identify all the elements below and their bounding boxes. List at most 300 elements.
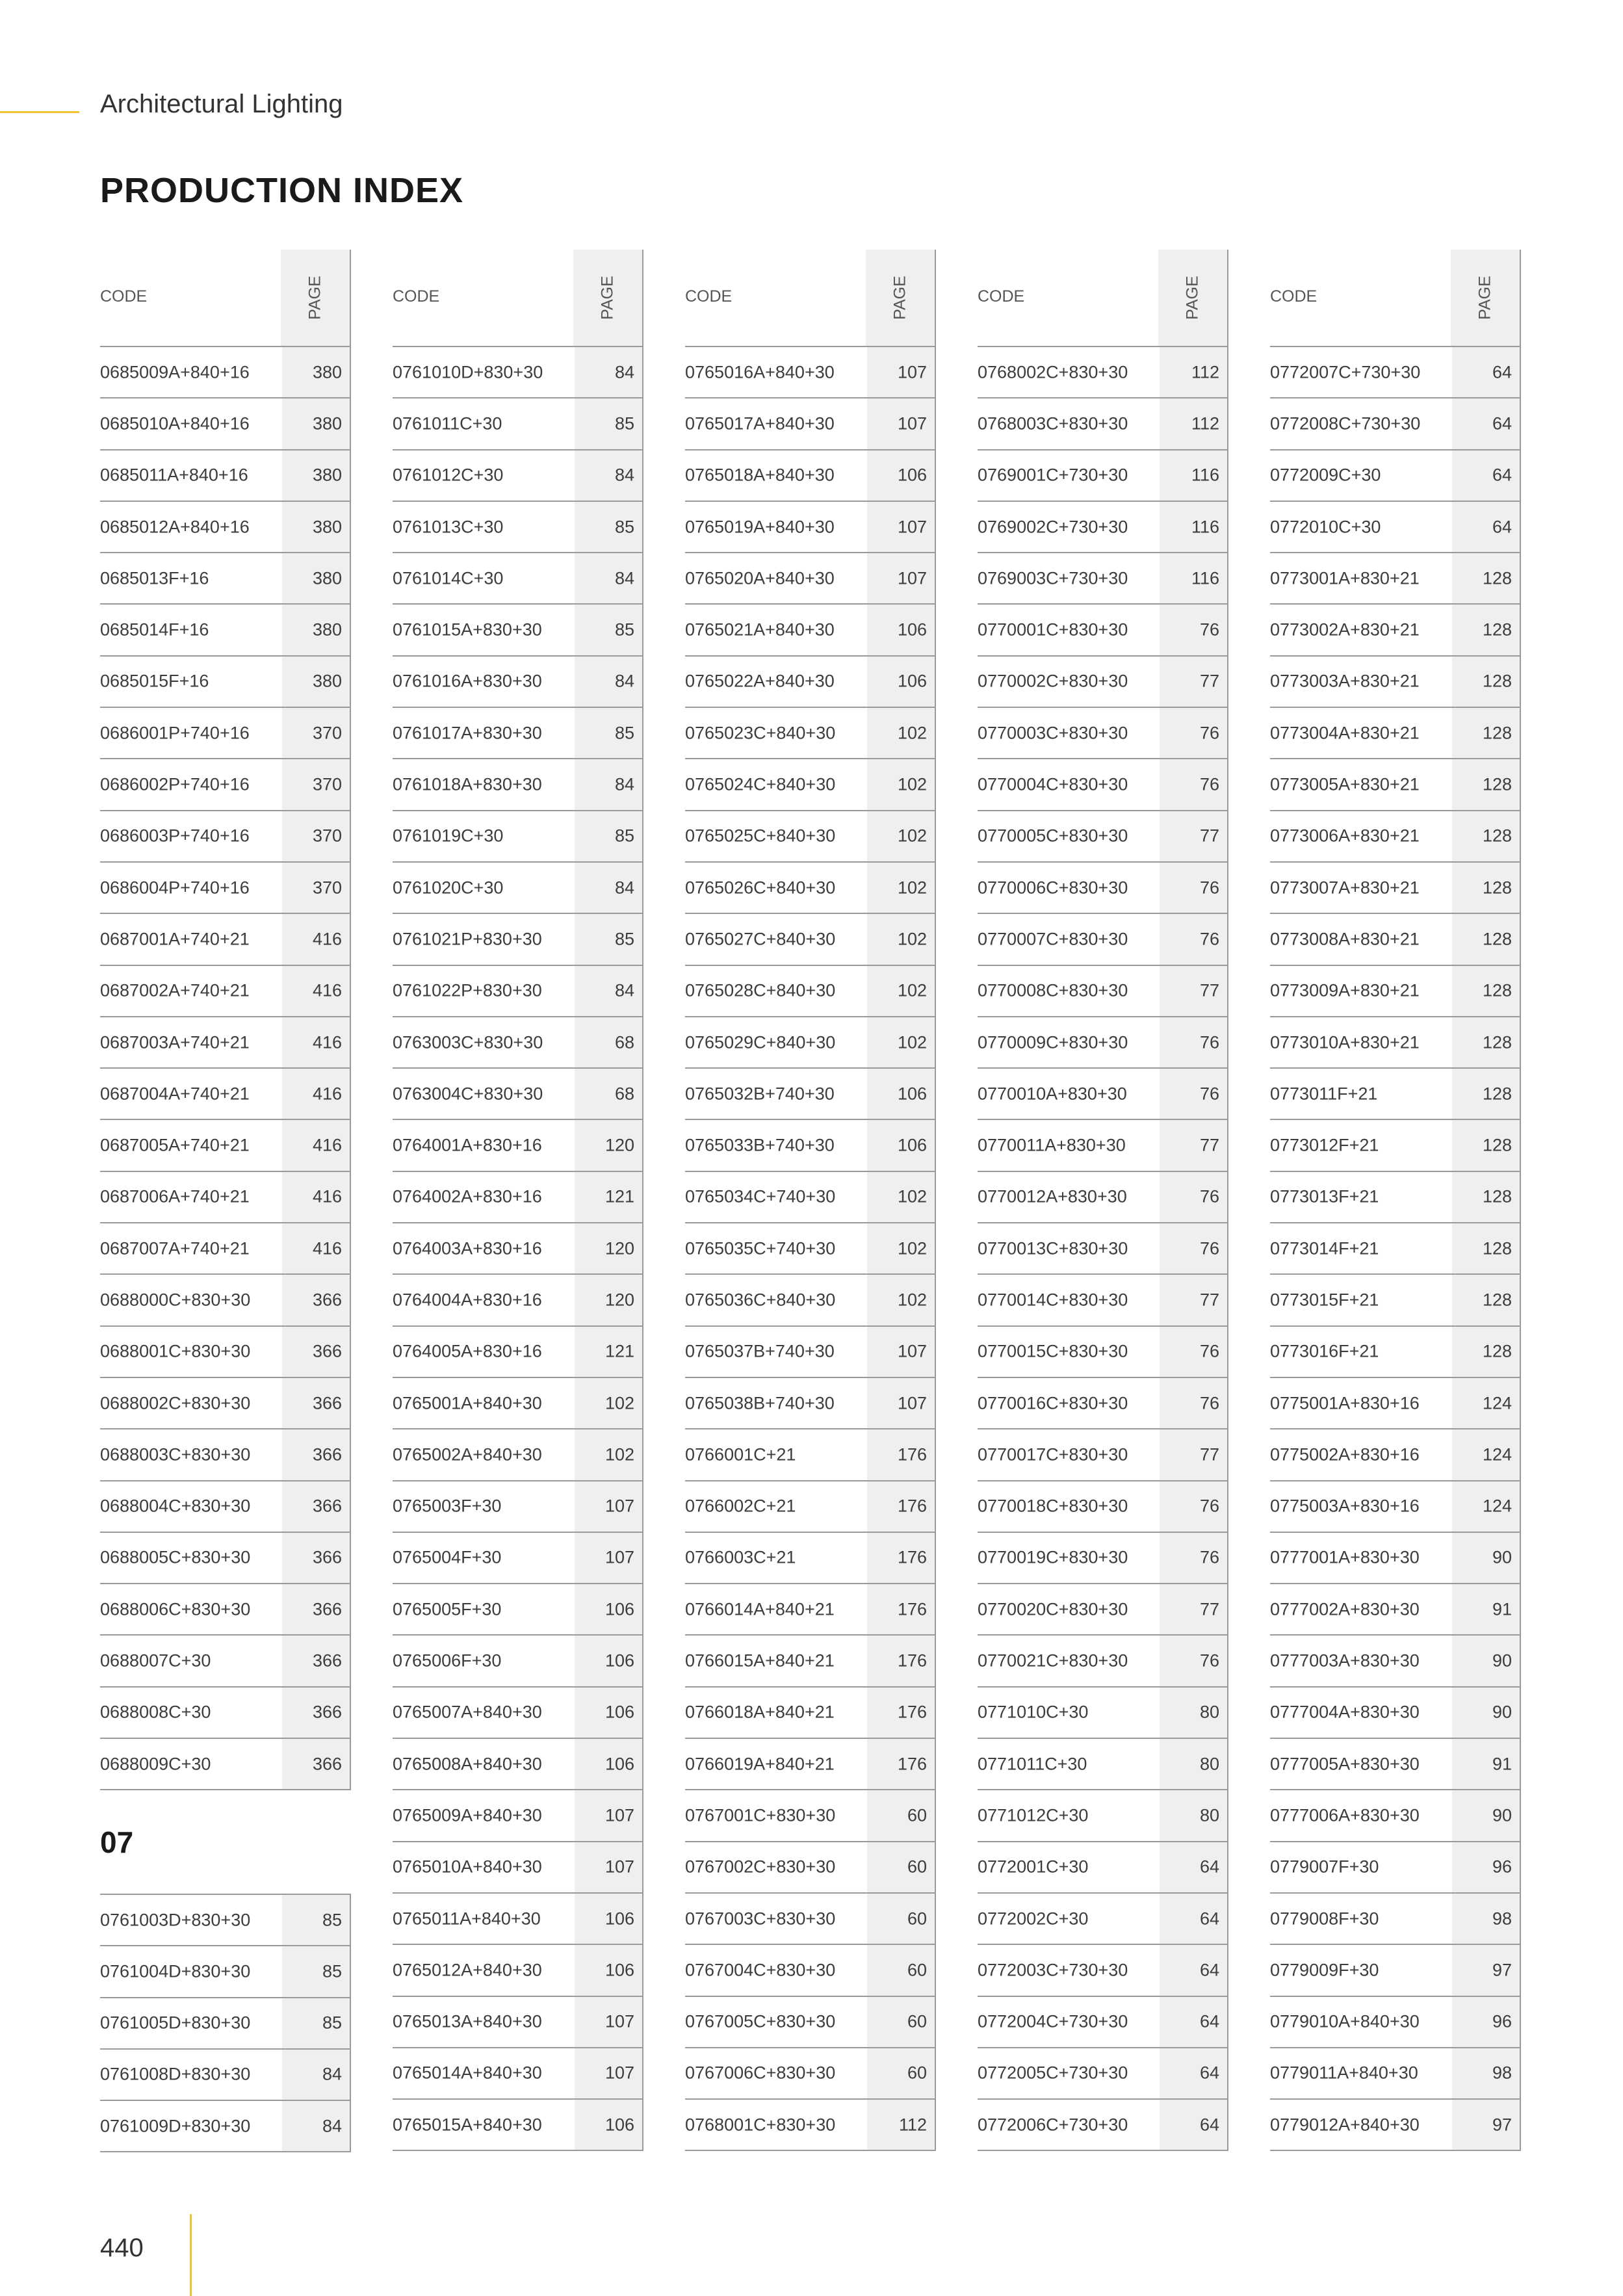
product-code: 0773008A+830+21	[1270, 929, 1420, 949]
page-ref: 102	[604, 1393, 634, 1413]
table-row	[1270, 1017, 1521, 1069]
page-header: PAGE	[305, 276, 324, 320]
page-ref: 128	[1482, 568, 1512, 588]
page-cell	[575, 347, 643, 397]
page-ref: 120	[604, 1135, 634, 1155]
product-code: 0773011F+21	[1270, 1084, 1378, 1104]
page-cell	[1452, 347, 1521, 397]
table-row	[978, 1223, 1228, 1275]
table-row	[100, 863, 351, 914]
page-cell	[1160, 1017, 1228, 1067]
product-code: 0761010D+830+30	[393, 362, 543, 382]
product-code: 0772003C+730+30	[978, 1960, 1128, 1980]
page-ref: 380	[312, 465, 342, 485]
page-ref: 76	[1199, 1032, 1219, 1052]
page-ref: 416	[312, 1186, 342, 1207]
page-ref: 121	[604, 1341, 634, 1361]
table-row	[100, 1481, 351, 1533]
table-row	[393, 347, 643, 398]
page-number: 440	[100, 2234, 144, 2262]
page-cell	[1452, 657, 1521, 707]
table-row	[1270, 1739, 1521, 1790]
table-row	[1270, 657, 1521, 708]
page-ref: 91	[1492, 1754, 1512, 1774]
page-cell	[575, 605, 643, 655]
page-cell	[867, 605, 936, 655]
page-cell	[1160, 1739, 1228, 1789]
page-ref: 84	[614, 362, 634, 382]
product-code: 0770006C+830+30	[978, 878, 1128, 898]
product-code: 0772007C+730+30	[1270, 362, 1421, 382]
page-cell	[1452, 1172, 1521, 1222]
product-code: 0685011A+840+16	[100, 465, 248, 485]
product-code: 0761005D+830+30	[100, 2013, 251, 2033]
product-code: 0770005C+830+30	[978, 826, 1128, 846]
page-ref: 107	[897, 362, 927, 382]
product-code: 0766015A+840+21	[685, 1650, 835, 1671]
product-code: 0765021A+840+30	[685, 620, 835, 640]
page-header-cell	[573, 250, 643, 346]
page-ref: 112	[1191, 413, 1219, 434]
product-code: 0765026C+840+30	[685, 878, 836, 898]
page-cell	[575, 1739, 643, 1789]
page-ref: 380	[312, 671, 342, 691]
page-cell	[1160, 1120, 1228, 1170]
table-row	[100, 1946, 351, 1998]
page-ref: 76	[1199, 774, 1219, 794]
page-ref: 107	[604, 2063, 634, 2083]
product-code: 0765023C+840+30	[685, 723, 836, 743]
table-row	[685, 914, 936, 965]
table-row	[685, 1378, 936, 1429]
table-row	[978, 502, 1228, 553]
page-ref: 85	[614, 517, 634, 537]
product-code: 0765029C+840+30	[685, 1032, 836, 1052]
product-code: 0773014F+21	[1270, 1238, 1379, 1259]
page-cell	[1160, 657, 1228, 707]
page-ref: 416	[312, 1032, 342, 1052]
page-cell	[1160, 1172, 1228, 1222]
product-code: 0765006F+30	[393, 1650, 502, 1671]
page-cell	[575, 1636, 643, 1686]
page-ref: 85	[614, 826, 634, 846]
page-ref: 76	[1199, 1650, 1219, 1671]
product-code: 0768003C+830+30	[978, 413, 1128, 434]
page-cell	[1452, 1997, 1521, 2047]
table-row	[685, 863, 936, 914]
product-code: 0685014F+16	[100, 620, 209, 640]
page-ref: 84	[614, 878, 634, 898]
page-ref: 64	[1199, 1857, 1219, 1877]
page-cell	[867, 1378, 936, 1428]
table-row	[978, 708, 1228, 759]
page-cell	[1160, 1894, 1228, 1944]
product-code: 0765016A+840+30	[685, 362, 835, 382]
product-code: 0773010A+830+21	[1270, 1032, 1420, 1052]
page-ref: 128	[1482, 878, 1512, 898]
product-code: 0779012A+840+30	[1270, 2115, 1420, 2135]
index-column-3	[685, 250, 936, 2151]
page-cell	[1160, 1223, 1228, 1273]
page-cell	[282, 398, 351, 449]
product-code: 0761012C+30	[393, 465, 504, 485]
table-row	[978, 1017, 1228, 1069]
page-ref: 106	[604, 1960, 634, 1980]
page-ref: 76	[1199, 1186, 1219, 1207]
table-row	[1270, 450, 1521, 502]
page-ref: 370	[312, 826, 342, 846]
page-cell	[282, 1429, 351, 1480]
product-code: 0770011A+830+30	[978, 1135, 1126, 1155]
page-ref: 64	[1492, 413, 1512, 434]
product-code: 0765002A+840+30	[393, 1444, 542, 1465]
table-row	[1270, 966, 1521, 1017]
page-ref: 120	[604, 1238, 634, 1259]
table-row	[978, 1894, 1228, 1945]
table-row	[978, 1790, 1228, 1842]
page-cell	[867, 1069, 936, 1119]
product-code: 0765017A+840+30	[685, 413, 835, 434]
table-row	[685, 1842, 936, 1894]
page-ref: 106	[604, 1702, 634, 1722]
product-code: 0777001A+830+30	[1270, 1547, 1420, 1567]
product-code: 0765001A+840+30	[393, 1393, 542, 1413]
table-row	[100, 502, 351, 553]
product-code: 0770021C+830+30	[978, 1650, 1128, 1671]
product-code: 0688005C+830+30	[100, 1547, 251, 1567]
table-row	[100, 605, 351, 656]
page-ref: 116	[1191, 465, 1219, 485]
page-header: PAGE	[598, 276, 617, 320]
page-cell	[867, 657, 936, 707]
table-row	[978, 1120, 1228, 1171]
table-row	[100, 1172, 351, 1223]
page-cell	[867, 398, 936, 449]
page-ref: 106	[897, 465, 927, 485]
product-code: 0765022A+840+30	[685, 671, 835, 691]
page-cell	[575, 502, 643, 552]
page-ref: 370	[312, 878, 342, 898]
page-ref: 176	[897, 1444, 927, 1465]
product-code: 0766003C+21	[685, 1547, 796, 1567]
page-cell	[1160, 2100, 1228, 2150]
product-code: 0761020C+30	[393, 878, 504, 898]
page-ref: 128	[1482, 929, 1512, 949]
page-ref: 380	[312, 620, 342, 640]
page-cell	[575, 2100, 643, 2150]
page-cell	[282, 811, 351, 861]
page-cell	[867, 1017, 936, 1067]
page-cell	[1452, 1069, 1521, 1119]
code-header: CODE	[1270, 287, 1318, 306]
product-code: 0761019C+30	[393, 826, 504, 846]
table-row	[100, 708, 351, 759]
page-cell	[282, 450, 351, 501]
table-row	[393, 966, 643, 1017]
page-cell	[575, 1429, 643, 1480]
table-row	[393, 657, 643, 708]
product-code: 0770014C+830+30	[978, 1290, 1128, 1310]
product-code: 0767002C+830+30	[685, 1857, 836, 1877]
product-code: 0765008A+840+30	[393, 1754, 542, 1774]
page-cell	[867, 1120, 936, 1170]
page-cell	[1160, 1481, 1228, 1532]
table-row	[685, 1275, 936, 1326]
product-code: 0764004A+830+16	[393, 1290, 542, 1310]
product-code: 0765037B+740+30	[685, 1341, 835, 1361]
product-code: 0766001C+21	[685, 1444, 796, 1465]
page-ref: 106	[604, 1599, 634, 1619]
page-ref: 124	[1482, 1444, 1512, 1465]
product-code: 0770001C+830+30	[978, 620, 1128, 640]
page-cell	[282, 347, 351, 397]
table-row	[393, 914, 643, 965]
page-ref: 128	[1482, 1341, 1512, 1361]
product-code: 0765018A+840+30	[685, 465, 835, 485]
page-ref: 85	[614, 929, 634, 949]
table-row	[100, 1636, 351, 1687]
page-ref: 416	[312, 1084, 342, 1104]
product-code: 0775003A+830+16	[1270, 1496, 1420, 1516]
page-ref: 106	[604, 1909, 634, 1929]
page-ref: 76	[1199, 1496, 1219, 1516]
product-code: 0685013F+16	[100, 568, 209, 588]
page-ref: 76	[1199, 1393, 1219, 1413]
page-ref: 97	[1492, 1960, 1512, 1980]
table-row	[685, 1945, 936, 1996]
product-code: 0773002A+830+21	[1270, 620, 1420, 640]
page-cell	[1160, 1069, 1228, 1119]
page-ref: 64	[1199, 2115, 1219, 2135]
product-code: 0686001P+740+16	[100, 723, 250, 743]
table-row	[393, 1429, 643, 1481]
page-cell	[575, 1223, 643, 1273]
product-code: 0770002C+830+30	[978, 671, 1128, 691]
page-ref: 84	[614, 568, 634, 588]
product-code: 0765036C+840+30	[685, 1290, 836, 1310]
table-row	[685, 1223, 936, 1275]
product-code: 0766014A+840+21	[685, 1599, 835, 1619]
page-ref: 107	[897, 413, 927, 434]
page-ref: 176	[897, 1496, 927, 1516]
product-code: 0779009F+30	[1270, 1960, 1379, 1980]
table-row	[1270, 1223, 1521, 1275]
product-code: 0777004A+830+30	[1270, 1702, 1420, 1722]
page-cell	[282, 657, 351, 707]
product-code: 0765033B+740+30	[685, 1135, 835, 1155]
page-ref: 366	[312, 1444, 342, 1465]
page-cell	[1160, 914, 1228, 964]
page-ref: 85	[322, 1910, 342, 1930]
page-cell	[282, 966, 351, 1016]
table-row	[393, 502, 643, 553]
product-code: 0687003A+740+21	[100, 1032, 250, 1052]
table-row	[978, 450, 1228, 502]
table-row	[978, 1481, 1228, 1533]
product-code: 0779010A+840+30	[1270, 2011, 1420, 2031]
table-row	[393, 1223, 643, 1275]
page-cell	[575, 1790, 643, 1840]
product-code: 0773016F+21	[1270, 1341, 1379, 1361]
page-cell	[867, 1223, 936, 1273]
page-cell	[867, 863, 936, 913]
page-cell	[1452, 2100, 1521, 2150]
table-row	[978, 1172, 1228, 1223]
product-code: 0688009C+30	[100, 1754, 211, 1774]
product-code: 0761008D+830+30	[100, 2064, 251, 2084]
page-cell	[867, 708, 936, 758]
product-code: 0768001C+830+30	[685, 2115, 836, 2135]
product-code: 0770015C+830+30	[978, 1341, 1128, 1361]
page-cell	[867, 2100, 936, 2150]
table-row	[100, 1688, 351, 1739]
page-cell	[1452, 1584, 1521, 1634]
product-code: 0765013A+840+30	[393, 2011, 542, 2031]
product-code: 0766019A+840+21	[685, 1754, 835, 1774]
page-ref: 85	[614, 723, 634, 743]
table-row	[978, 863, 1228, 914]
page-cell	[282, 502, 351, 552]
page-cell	[575, 2048, 643, 2098]
page-cell	[1452, 914, 1521, 964]
page-ref: 106	[604, 2115, 634, 2135]
page-cell	[282, 1172, 351, 1222]
page-ref: 366	[312, 1650, 342, 1671]
page-ref: 107	[897, 1341, 927, 1361]
page-ref: 102	[897, 1032, 927, 1052]
table-row	[685, 450, 936, 502]
page-cell	[867, 1584, 936, 1634]
page-ref: 107	[897, 568, 927, 588]
product-code: 0767004C+830+30	[685, 1960, 836, 1980]
page-cell	[1452, 1275, 1521, 1325]
page-cell	[867, 1842, 936, 1892]
page-ref: 76	[1199, 929, 1219, 949]
table-row	[978, 398, 1228, 450]
index-column-2	[393, 250, 643, 2151]
product-code: 0772005C+730+30	[978, 2063, 1128, 2083]
page-header-cell	[281, 250, 351, 346]
page-cell	[575, 863, 643, 913]
product-code: 0764002A+830+16	[393, 1186, 542, 1207]
page-ref: 76	[1199, 1547, 1219, 1567]
table-row	[1270, 553, 1521, 605]
page-ref: 176	[897, 1650, 927, 1671]
product-code: 0772006C+730+30	[978, 2115, 1128, 2135]
table-row	[1270, 1481, 1521, 1533]
page-ref: 116	[1191, 568, 1219, 588]
page-ref: 98	[1492, 1909, 1512, 1929]
page-cell	[1452, 1429, 1521, 1480]
product-code: 0688006C+830+30	[100, 1599, 251, 1619]
product-code: 0765025C+840+30	[685, 826, 836, 846]
table-row	[393, 1275, 643, 1326]
page-cell	[575, 1997, 643, 2047]
page-header: PAGE	[1475, 276, 1494, 320]
product-code: 0687006A+740+21	[100, 1186, 250, 1207]
table-row	[978, 2048, 1228, 2100]
table-row	[393, 759, 643, 811]
page-cell	[282, 1946, 351, 1996]
product-code: 0770009C+830+30	[978, 1032, 1128, 1052]
table-row	[685, 398, 936, 450]
page-ref: 64	[1199, 1960, 1219, 1980]
page-cell	[1452, 759, 1521, 809]
table-row	[100, 450, 351, 502]
table-row	[685, 1120, 936, 1171]
product-code: 0761017A+830+30	[393, 723, 542, 743]
page-cell	[867, 1327, 936, 1377]
page-cell	[1452, 708, 1521, 758]
page-cell	[282, 1481, 351, 1532]
table-row	[1270, 1275, 1521, 1326]
product-code: 0771012C+30	[978, 1805, 1089, 1825]
table-row	[685, 1584, 936, 1636]
table-row	[978, 914, 1228, 965]
product-code: 0769002C+730+30	[978, 517, 1128, 537]
table-row	[978, 1069, 1228, 1120]
page-ref: 370	[312, 774, 342, 794]
table-row	[100, 1378, 351, 1429]
product-code: 0687001A+740+21	[100, 929, 250, 949]
page-ref: 80	[1199, 1754, 1219, 1774]
header-title: Architectural Lighting	[100, 90, 343, 118]
page-cell	[282, 914, 351, 964]
page-ref: 128	[1482, 1032, 1512, 1052]
footer-accent-line	[190, 2214, 192, 2296]
page-cell	[1160, 347, 1228, 397]
product-code: 0687004A+740+21	[100, 1084, 250, 1104]
page-cell	[575, 1945, 643, 1995]
table-row	[393, 1584, 643, 1636]
table-row	[393, 1894, 643, 1945]
page-ref: 107	[604, 2011, 634, 2031]
page-ref: 60	[907, 2011, 927, 2031]
page-ref: 76	[1199, 878, 1219, 898]
page-cell	[1160, 1842, 1228, 1892]
product-code: 0772002C+30	[978, 1909, 1089, 1929]
product-code: 0688007C+30	[100, 1650, 211, 1671]
product-code: 0765020A+840+30	[685, 568, 835, 588]
page-ref: 60	[907, 1857, 927, 1877]
page-ref: 68	[614, 1032, 634, 1052]
product-code: 0765038B+740+30	[685, 1393, 835, 1413]
page-cell	[282, 1688, 351, 1738]
page-cell	[282, 2101, 351, 2151]
page-cell	[282, 1275, 351, 1325]
page-cell	[282, 1378, 351, 1428]
page-cell	[1160, 1688, 1228, 1738]
page-cell	[1452, 398, 1521, 449]
table-row	[978, 657, 1228, 708]
table-row	[393, 811, 643, 863]
page-ref: 68	[614, 1084, 634, 1104]
page-ref: 116	[1191, 517, 1219, 537]
product-code: 0761003D+830+30	[100, 1910, 251, 1930]
page-cell	[1452, 1894, 1521, 1944]
product-code: 0772008C+730+30	[1270, 413, 1421, 434]
table-row	[393, 1739, 643, 1790]
page-ref: 102	[897, 878, 927, 898]
page-cell	[282, 1327, 351, 1377]
page-cell	[867, 759, 936, 809]
page-cell	[575, 1017, 643, 1067]
table-row	[1270, 1894, 1521, 1945]
page-cell	[1160, 1945, 1228, 1995]
table-row	[685, 657, 936, 708]
table-row	[978, 1945, 1228, 1996]
page-ref: 102	[604, 1444, 634, 1465]
